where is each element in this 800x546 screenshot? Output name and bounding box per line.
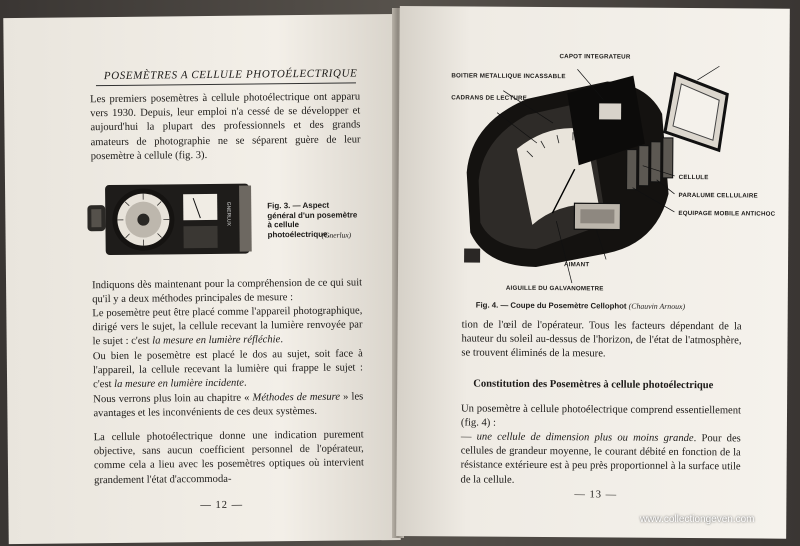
meter-brand-text: GNERLUX [225,201,232,226]
fig4-credit: (Chauvin Arnoux) [628,301,686,312]
right-page [396,6,790,539]
section-heading: Constitution des Posemètres à cellule photoélectrique [473,378,714,392]
paragraph-cell-size: — une cellule de dimension plus ou moins grande. Pour des cellules de grandeur moyenne, le courant débité en fonction de la résistance extérieure est à peu près proportionnel à la surface utile de la cellule. [460,431,741,486]
continuation-paragraph: tion de l'œil de l'opérateur. Tous les facteurs dépendant de la hauteur du soleil au-dessus de l'horizon, de l'état de l'atmosphère, se trouvent éliminés de la mesure. [461,319,742,360]
fig4-caption: Fig. 4. — Coupe du Posemètre Cellophot (Chauvin Arnoux) [475,300,686,312]
running-head: POSEMÈTRES A CELLULE PHOTOÉLECTRIQUE [103,67,358,83]
fig3-credit: (Gnerlux) [321,230,352,240]
label-capot-integrateur: CAPOT INTEGRATEUR [559,53,631,61]
paragraph-objective: La cellule photoélectrique donne une indication purement objective, sans aucun coefficient personnel de l'opérateur, comme cela a lieu avec les posemètres optiques où intervient grandement l'état d'accommoda- [93,429,365,486]
paragraph-chapter-ref: Nous verrons plus loin au chapitre « Méthodes de mesure » les avantages et les inconvénients de ces deux systèmes. [93,391,364,420]
page-number-13: — 13 — [574,489,618,501]
watermark-url: www.collectiongeven.com [640,514,755,525]
page-number-12: — 12 — [200,499,244,512]
header-rule [96,82,356,86]
left-page [3,14,400,544]
label-paralume-cellulaire: PARALUME CELLULAIRE [678,191,758,200]
label-equipage-mobile: EQUIPAGE MOBILE ANTICHOC [678,209,776,218]
label-aiguille-galvanometre: AIGUILLE DU GALVANOMETRE [505,284,604,293]
intro-paragraph: Les premiers posemètres à cellule photoélectrique ont apparu vers 1930. Depuis, leur emploi n'a cessé de se développer et aujourd'hui la plupart des professionnels et des grands amateurs de photographie ne se séparent guère de leur posemètre à cellule (fig. 3). [90,91,361,163]
light-meter-photo [87,181,258,259]
cutaway-illustration [456,52,748,284]
label-cadrans-lecture: CADRANS DE LECTURE [451,94,528,102]
label-cellule: CELLULE [678,173,709,182]
label-aimant: AIMANT [564,261,590,269]
label-boitier-metallique: BOITIER METALLIQUE INCASSABLE [451,72,566,81]
paragraph-incident: Ou bien le posemètre est placé le dos au sujet, soit face à l'appareil, la cellule recevant la lumière qui frappe le sujet : c'est la mesure en lumière incidente. [92,348,364,391]
fig3-caption: Fig. 3. — Aspect général d'un posemètre à cellule photoélectrique. [267,200,358,239]
paragraph-constitution: Un posemètre à cellule photoélectrique comprend essentiellement (fig. 4) : [460,403,742,429]
paragraph-reflected: Le posemètre peut être placé comme l'appareil photographique, dirigé vers le sujet, la cellule recevant la lumière renvoyée par le sujet : c'est la mesure en lumière réfléchie. [92,305,363,348]
paragraph-methods: Indiquons dès maintenant pour la compréhension de ce qui suit qu'il y a deux méthodes principales de mesure : [92,277,363,306]
